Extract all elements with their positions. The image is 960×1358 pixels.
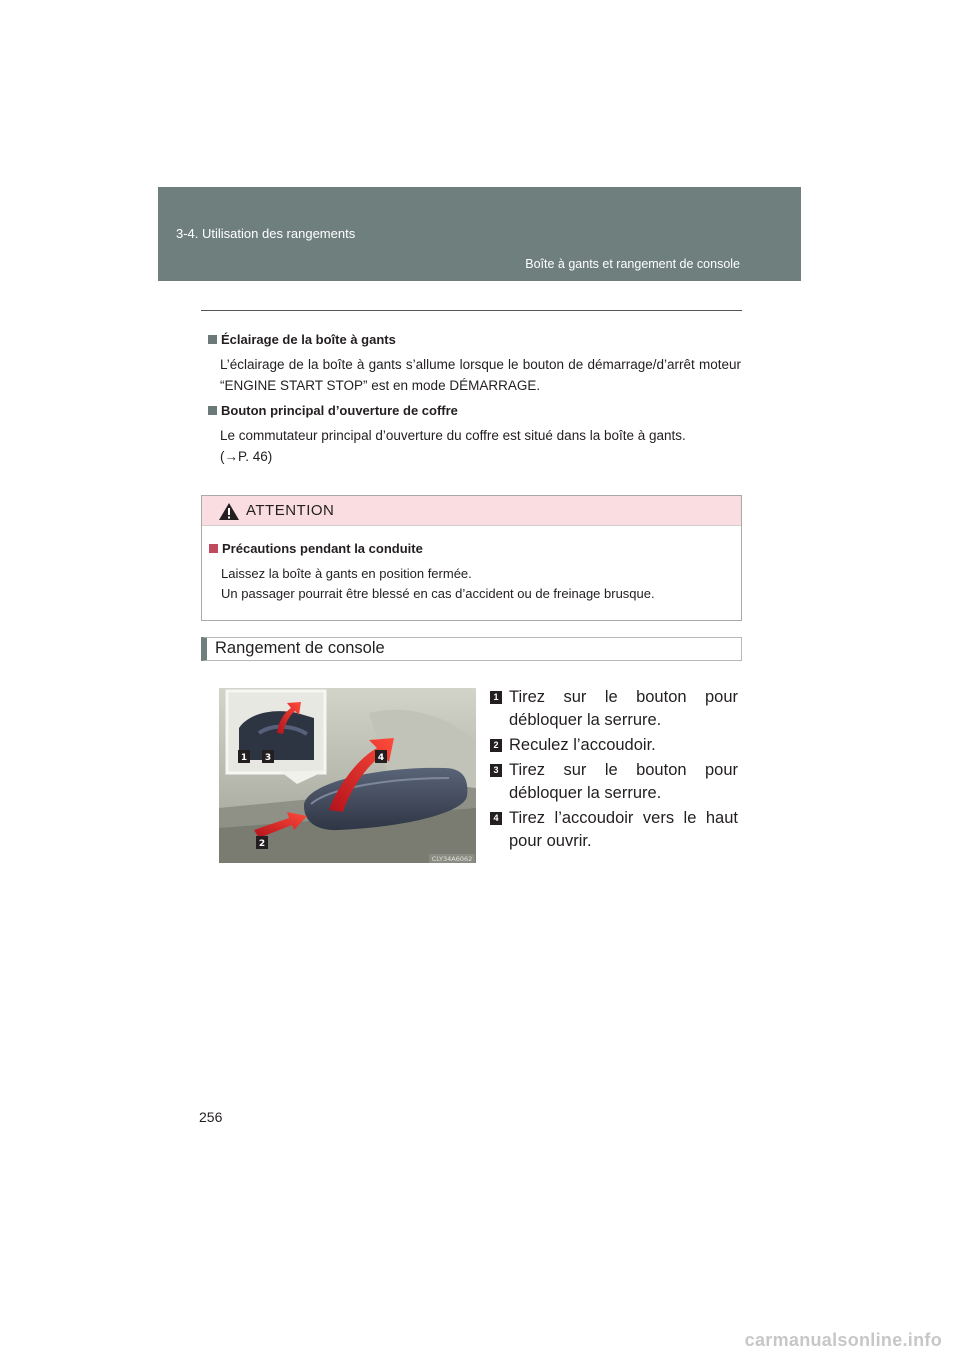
- warning-line: Laissez la boîte à gants en position fermée.: [221, 566, 472, 581]
- figure-code: CLY34A6062: [431, 855, 473, 863]
- steps-list: [490, 686, 738, 855]
- callout-4: 4: [377, 753, 385, 763]
- warning-subheading: Précautions pendant la conduite: [209, 541, 423, 556]
- page-reference: (→P. 46): [220, 449, 273, 464]
- step-3: [490, 759, 738, 805]
- section-title: Rangement de console: [215, 639, 385, 657]
- warning-triangle-icon: [218, 502, 240, 521]
- warning-header: [202, 496, 741, 526]
- console-figure: [219, 688, 476, 863]
- step-text: Tirez sur le bouton pour débloquer la serrure.: [509, 688, 738, 729]
- step-number-3: 3: [490, 764, 502, 777]
- warning-line: Un passager pourrait être blessé en cas d’accident ou de freinage brusque.: [221, 586, 655, 601]
- note-heading-trunk-switch: Bouton principal d’ouverture de coffre: [208, 403, 458, 418]
- bullet-square-icon: [208, 335, 217, 344]
- page-number: 256: [199, 1109, 223, 1125]
- bullet-square-icon: [209, 544, 218, 553]
- section-label: 3-4. Utilisation des rangements: [176, 226, 356, 241]
- step-number-4: 4: [490, 812, 502, 825]
- step-text: Tirez l’accoudoir vers le haut pour ouvrir.: [509, 809, 738, 850]
- step-1: [490, 686, 738, 732]
- step-2: [490, 734, 738, 757]
- warning-box: [201, 495, 742, 621]
- warning-title: ATTENTION: [246, 502, 335, 519]
- note-heading-glovebox-light: Éclairage de la boîte à gants: [208, 332, 396, 347]
- step-text: Tirez sur le bouton pour débloquer la serrure.: [509, 761, 738, 802]
- callout-1: 1: [240, 753, 248, 763]
- console-illustration: [219, 688, 476, 863]
- note-text-line: Le commutateur principal d’ouverture du coffre est situé dans la boîte à gants.: [220, 428, 686, 443]
- step-4: [490, 807, 738, 853]
- step-number-1: 1: [490, 691, 502, 704]
- page-title: Boîte à gants et rangement de console: [525, 257, 740, 271]
- step-number-2: 2: [490, 739, 502, 752]
- section-heading: [201, 637, 742, 661]
- callout-2: 2: [258, 839, 266, 849]
- step-text: Reculez l’accoudoir.: [509, 736, 656, 754]
- bullet-square-icon: [208, 406, 217, 415]
- divider: [201, 310, 742, 311]
- note-text-trunk-switch: [220, 425, 741, 467]
- warning-text: [221, 564, 655, 604]
- watermark: carmanualsonline.info: [744, 1330, 942, 1350]
- note-text-glovebox-light: L’éclairage de la boîte à gants s’allume lorsque le bouton de démarrage/d’arrêt moteur “ENGINE START STOP” est en mode DÉMARRAGE.: [220, 357, 741, 393]
- callout-3: 3: [264, 753, 272, 763]
